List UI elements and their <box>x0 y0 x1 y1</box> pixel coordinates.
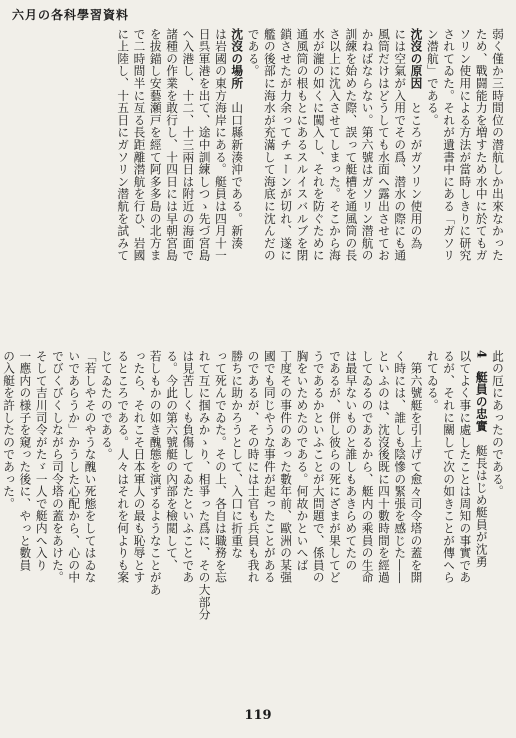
text-column: ン潜航」である。 <box>425 28 440 127</box>
text-column: る。今此の第六號艇の內部を檢閲して、 <box>165 350 180 572</box>
text-column: 「若しやそのやうな醜い死態をしてはゐな <box>83 350 98 584</box>
text-column: 丁度その事件のあった數年前、歐洲の某强 <box>279 350 294 584</box>
section-heading: 沈沒の原因 <box>409 28 424 90</box>
text-column: 胸をいためたのである。何故かといへば <box>295 350 310 572</box>
text-column: 諸種の作業を敢行し、十四日には早朝宮島 <box>165 28 180 262</box>
text-column: のであるが、その時には士官も兵員も我れ <box>246 350 261 584</box>
text-column: 若しもかの如き醜態を演ずるようなことがあ <box>148 350 163 596</box>
text-column: るところである。人々はそれを何よりも案 <box>116 350 131 584</box>
text-column: 風筒だけはどうしても水面へ露出させてお <box>376 28 391 262</box>
text-column: は最早ないものと誰しもあきらめてたの <box>344 350 359 572</box>
text-column: は見苦しくも負傷してゐたといふことであ <box>181 350 196 584</box>
running-header: 六月の各科學習資料 <box>12 8 130 22</box>
text-column: 鎖させたが力余ってチェーンが切れ、遂に <box>279 28 294 262</box>
text-column: さ以上に沈入させてしまった。そこから海 <box>328 28 343 262</box>
text-column: じてゐたのである。 <box>99 350 114 461</box>
text-column: 訓練を始めた際、誤って艇槽を通風筒の長 <box>344 28 359 262</box>
text-column: いであらうか」かうした心配から、心の中 <box>67 350 82 584</box>
text-column: うであるかといふことが大問題で、係員の <box>311 350 326 584</box>
text-column: 勝ちに助かろうとして、入口に折重な <box>230 350 245 560</box>
text-column: である。 <box>246 28 261 78</box>
text-column: は岩國の東方海岸にある。艇員は四月十一 <box>213 28 228 262</box>
text-column: といふのは、沈沒後既に四十數時間を經過 <box>376 350 391 584</box>
text-column: 沈沒の原因 ところがガソリン使用の為 <box>409 28 424 250</box>
text-column: ったら、それこそ日本軍人の最も恥辱とす <box>132 350 147 584</box>
text-column: ソリン使用による方法が當時しきりに研究 <box>458 28 473 262</box>
text-column: って死んでゐた。その上、各自は職務を忘 <box>213 350 228 584</box>
text-column: 第六號艇を引上げて愈々司令塔の蓋を開 <box>409 350 424 584</box>
text-column: かねばならない。第六號はガソリン潜航の <box>360 28 375 262</box>
text-column: 4 艇員の忠實 艇長はじめ艇員が沈勇 <box>474 350 489 568</box>
text-column: を拔錨し安藝瀬戸を經て阿多多島の北方ま <box>148 28 163 262</box>
text-column: してゐるのであるから、艇内の乘員の生命 <box>360 350 375 584</box>
text-column: 水が瀧の如くに闖入し、それを防ぐために <box>311 28 326 262</box>
text-column: で二時間半に亙る長距離潜航を行ひ、岩國 <box>132 28 147 262</box>
text-column: に上陸し、十五日にガソリン潜航を試みて <box>116 28 131 262</box>
text-column: 此の厄にあったのである。 <box>491 350 505 498</box>
text-column: の入艇を許したのであった。 <box>2 350 17 510</box>
text-column: 沈沒の場所 山口縣新湊沖である。新湊 <box>230 28 245 250</box>
text-column: ため、戰闘能力を増すため水中に於てもガ <box>474 28 489 262</box>
lower-text-block <box>2 350 506 686</box>
text-column: るが、それに關して次の如きことが傳へら <box>442 350 457 584</box>
page-number: 119 <box>244 708 272 723</box>
text-column: く時には、誰しも陰慘の緊張を感じた―― <box>393 350 408 584</box>
text-column: でびくびくしながら司令塔の蓋をあけた。 <box>50 350 65 584</box>
section-heading: 4 艇員の忠實 <box>474 350 489 433</box>
text-column: されてゐた。それが遺書中にある「ガソリ <box>442 28 457 262</box>
text-column: 通風筒の根もとにあるスルイスバルブを閉 <box>295 28 310 262</box>
text-column: 國でも同じやうな事件が起ったことがある <box>262 350 277 584</box>
section-heading: 沈沒の場所 <box>230 28 245 90</box>
text-column: れて互に掴みかゝり、相爭った爲に、その大部分 <box>197 350 212 621</box>
text-column: であるが、併し彼らの死にざまが果してど <box>328 350 343 584</box>
text-column: 弱く僅か三時間位の潜航しか出來なかった <box>491 28 505 262</box>
text-column: れてゐる。 <box>425 350 440 412</box>
text-column: 日呉軍港を出て、途中訓練しつゝ先づ宮島 <box>197 28 212 262</box>
upper-text-block <box>12 28 506 346</box>
text-column: には空氣が入用でその爲、潜水の際にも通 <box>393 28 408 262</box>
text-column: 艦の後部に海水が充滿して海底に沈んだの <box>262 28 277 262</box>
text-column: 以てよく事に處したことは周知の事實であ <box>458 350 473 584</box>
text-column: へ入港し、十二、十三兩日は附近の海面で <box>181 28 196 262</box>
text-column: 一應内の様子を窺った後に、やっと數員 <box>18 350 33 572</box>
text-column: そして吉川司令がたゞ一人で艇内へ入り <box>34 350 49 572</box>
